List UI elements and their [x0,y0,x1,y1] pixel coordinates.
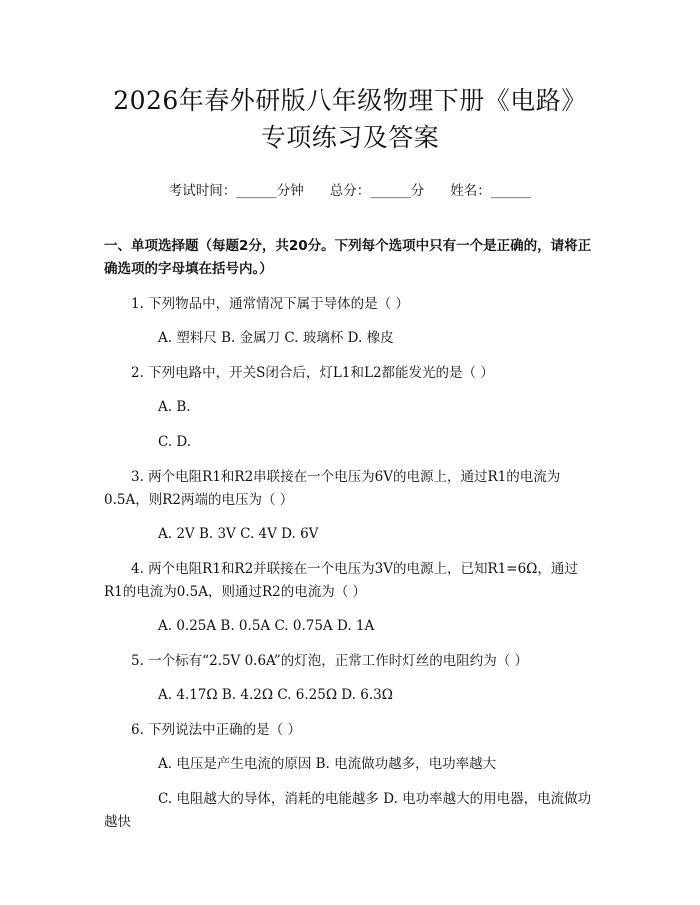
question-options: C. 电阻越大的导体，消耗的电能越多 D. 电功率越大的用电器，电流做功越快 [104,791,592,830]
question-4 [104,558,596,638]
question-options: A. B. [158,399,191,415]
question-1 [104,293,596,350]
name-field: 姓名：______ [450,183,532,199]
question-stem: 5. 一个标有“2.5V 0.6A”的灯泡，正常工作时灯丝的电阻约为（ ） [131,653,529,669]
question-options: C. D. [158,434,192,450]
exam-time-field: 考试时间：______分钟 [168,183,304,199]
question-options: A. 4.17Ω B. 4.2Ω C. 6.25Ω D. 6.3Ω [158,687,393,703]
question-5 [104,650,596,707]
question-options: A. 电压是产生电流的原因 B. 电流做功越多，电功率越大 [158,756,497,772]
question-3 [104,466,596,546]
section-heading: 一、单项选择题（每题2分，共20分。下列每个选项中只有一个是正确的，请将正确选项的字母填在括号内。） [104,238,592,277]
exam-meta [104,181,596,201]
question-6 [104,719,596,834]
page-title: 2026年春外研版八年级物理下册《电路》专项练习及答案 [113,86,587,152]
question-options: A. 2V B. 3V C. 4V D. 6V [158,526,319,542]
question-options: A. 0.25A B. 0.5A C. 0.75A D. 1A [158,618,375,634]
question-stem: 1. 下列物品中，通常情况下属于导体的是（ ） [131,296,409,312]
question-stem: 6. 下列说法中正确的是（ ） [131,722,301,738]
question-options: A. 塑料尺 B. 金属刀 C. 玻璃杯 D. 橡皮 [158,330,394,346]
total-score-field: 总分：______分 [329,183,425,199]
question-stem: 4. 两个电阻R1和R2并联接在一个电压为3V的电源上，已知R1=6Ω，通过R1的电流为0.5A，则通过R2的电流为（ ） [104,561,578,600]
question-stem: 3. 两个电阻R1和R2串联接在一个电压为6V的电源上，通过R1的电流为0.5A，则R2两端的电压为（ ） [104,469,561,508]
question-stem: 2. 下列电路中，开关S闭合后，灯L1和L2都能发光的是（ ） [131,365,494,381]
question-2 [104,362,596,454]
